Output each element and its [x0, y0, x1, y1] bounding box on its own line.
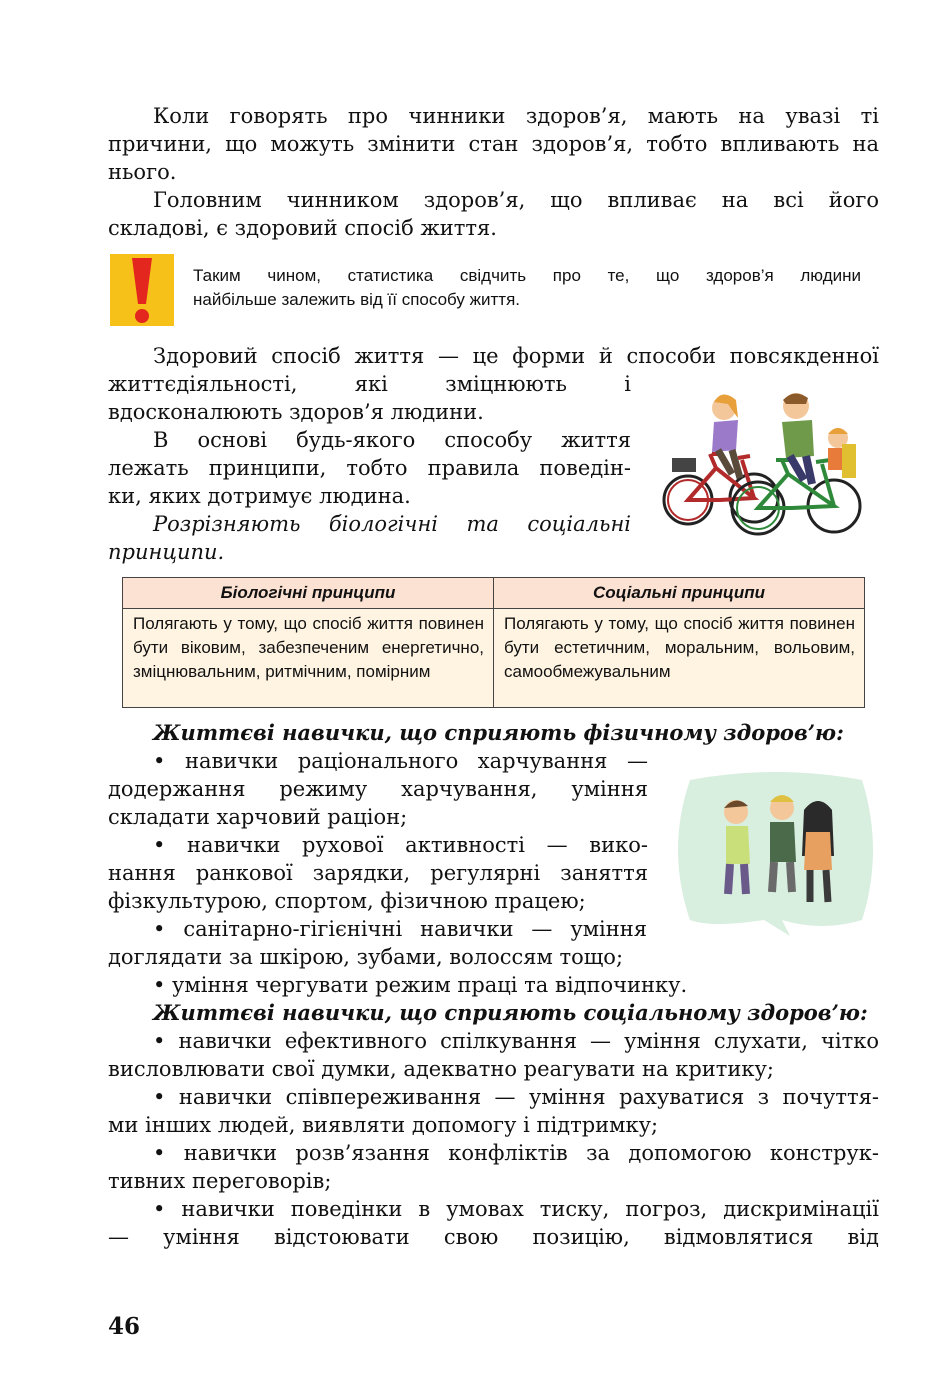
text-line: життєдіяльності, які зміцнюють і — [108, 372, 631, 396]
text-line: • навички раціонального харчування — — [153, 749, 648, 773]
social-skill-item — [108, 1139, 879, 1195]
intro-paragraph-2 — [108, 186, 879, 242]
text-line: ми інших людей, виявляти допомогу і підтримку; — [108, 1113, 659, 1137]
text-line: • навички розв’язання конфліктів за допомогою конструк- — [153, 1141, 879, 1165]
principles-paragraph — [108, 426, 631, 510]
text-line: • навички поведінки в умовах тиску, погроз, дискримінації — [153, 1197, 879, 1221]
text-line: Здоровий спосіб життя — це форми й способи повсякденної — [153, 344, 879, 368]
text-line: складати харчовий раціон; — [108, 805, 408, 829]
table-cell-biological: Полягають у тому, що спосіб життя повинен бути віковим, забезпеченим енергетично, зміцнювальним, ритмічним, помірним — [123, 609, 494, 708]
text-line: доглядати за шкірою, зубами, волоссям тощо; — [108, 945, 624, 969]
social-skill-item — [108, 1083, 879, 1139]
family-cycling-illustration — [662, 388, 866, 538]
principles-table — [122, 577, 865, 708]
text-line: ки, яких дотримує людина. — [108, 484, 411, 508]
text-line: Коли говорять про чинники здоров’я, мають на увазі ті — [153, 104, 879, 128]
exclamation-icon — [110, 254, 174, 326]
physical-skills-heading: Життєві навички, що сприяють фізичному здоров’ю: — [153, 720, 844, 745]
text-line: причини, що можуть змінити стан здоров’я, тобто впливають на — [108, 132, 879, 156]
text-line: Головним чинником здоров’я, що впливає на всі його — [153, 188, 879, 212]
note-text — [193, 264, 861, 312]
social-skills-heading: Життєві навички, що сприяють соціальному здоров’ю: — [153, 1000, 868, 1025]
physical-skill-item — [108, 831, 648, 915]
text-line: • навички ефективного спілкування — уміння слухати, чітко — [153, 1029, 879, 1053]
text-line: • уміння чергувати режим праці та відпочинку. — [153, 973, 688, 997]
text-line: складові, є здоровий спосіб життя. — [108, 216, 497, 240]
page-number: 46 — [108, 1313, 141, 1340]
table-row — [123, 609, 865, 708]
text-line: тивних переговорів; — [108, 1169, 332, 1193]
social-skill-item — [108, 1027, 879, 1083]
text-line: Розрізняють біологічні та соціальні — [153, 512, 631, 536]
text-line: лежать принципи, тобто правила поведін- — [108, 456, 631, 480]
principles-types-paragraph — [108, 510, 631, 566]
text-line: принципи. — [108, 540, 225, 564]
text-line: нього. — [108, 160, 177, 184]
text-line: Таким чином, статистика свідчить про те, що здоров’я людини — [193, 266, 861, 285]
table-header-biological: Біологічні принципи — [123, 578, 494, 609]
text-line: • санітарно-гігієнічні навички — уміння — [153, 917, 647, 941]
friends-talking-illustration — [672, 770, 880, 936]
table-header-social: Соціальні принципи — [494, 578, 865, 609]
text-line: додержання режиму харчування, уміння — [108, 777, 648, 801]
table-header-row — [123, 578, 865, 609]
social-skill-item — [108, 1195, 879, 1251]
physical-skill-item — [153, 971, 879, 999]
text-line: — уміння відстоювати свою позицію, відмовлятися від — [108, 1225, 879, 1249]
text-line: • навички співпереживання — уміння рахуватися з почуття- — [153, 1085, 879, 1109]
text-line: В основі будь-якого способу життя — [153, 428, 631, 452]
text-line: • навички рухової активності — вико- — [153, 833, 648, 857]
physical-skill-item — [108, 747, 648, 831]
text-line: найбільше залежить від її способу життя. — [193, 290, 520, 309]
table-cell-social: Полягають у тому, що спосіб життя повинен бути естетичним, моральним, вольовим, самообмежувальним — [494, 609, 865, 708]
text-line: вдосконалюють здоров’я людини. — [108, 400, 484, 424]
text-line: висловлювати свої думки, адекватно реагувати на критику; — [108, 1057, 774, 1081]
intro-paragraph-1 — [108, 102, 879, 186]
physical-skill-item — [108, 915, 656, 971]
text-line: нання ранкової зарядки, регулярні заняття — [108, 861, 648, 885]
text-line: фізкультурою, спортом, фізичною працею; — [108, 889, 586, 913]
